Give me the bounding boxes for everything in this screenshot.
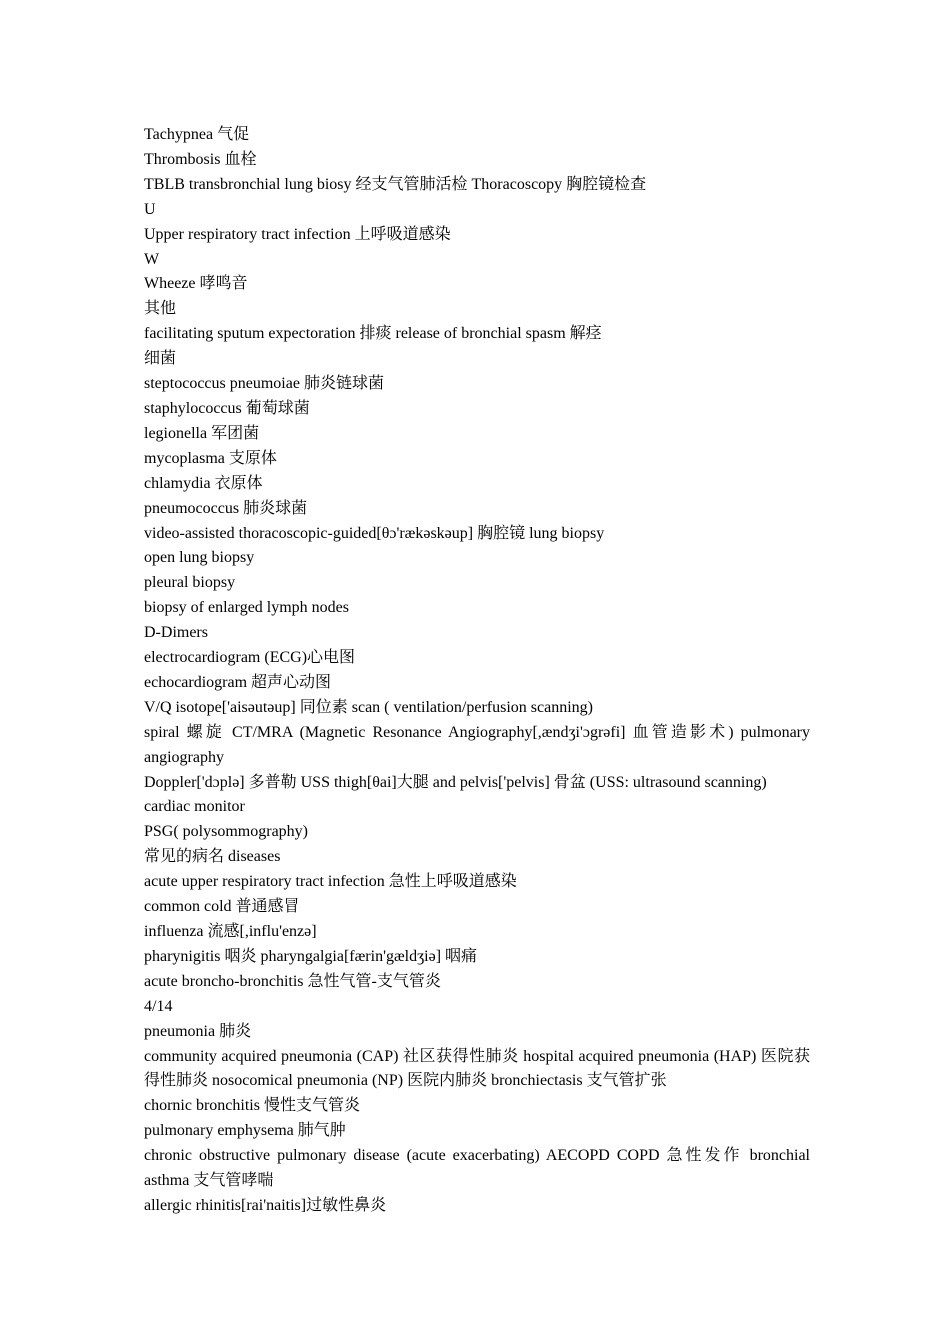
text-line: chornic bronchitis 慢性支气管炎 — [144, 1097, 360, 1115]
text-line: pneumococcus 肺炎球菌 — [144, 499, 308, 517]
text-line: Upper respiratory tract infection 上呼吸道感染 — [144, 225, 451, 243]
text-line: biopsy of enlarged lymph nodes — [144, 599, 350, 617]
text-line: video-assisted thoracoscopic-guided[θɔ'rækəskəup] 胸腔镜 lung biopsy — [144, 524, 605, 542]
text-line: pulmonary emphysema 肺气肿 — [144, 1122, 346, 1140]
text-line: pleural biopsy — [144, 574, 236, 592]
text-line: Doppler['dɔplə] 多普勒 USS thigh[θai]大腿 and pelvis['pelvis] 骨盆 (USS: ultrasound scanning) — [144, 773, 767, 791]
text-line: influenza 流感[,influ'enzə] — [144, 923, 317, 940]
text-line: echocardiogram 超声心动图 — [144, 673, 332, 691]
text-line: cardiac monitor — [144, 798, 245, 816]
text-line: community acquired pneumonia (CAP) 社区获得性肺炎 hospital acquired pneumonia (HAP) 医院获得性肺炎 nosocomical pneumonia (NP) 医院内肺炎 bronchiectasis 支气管扩张 — [144, 1047, 810, 1090]
text-line: Wheeze 哮鸣音 — [144, 275, 248, 293]
text-line: mycoplasma 支原体 — [144, 449, 277, 467]
section-heading: 其他 — [144, 300, 177, 318]
text-line: allergic rhinitis[rai'naitis]过敏性鼻炎 — [144, 1196, 387, 1214]
text-line: Thrombosis 血栓 — [144, 150, 257, 168]
section-letter: W — [144, 250, 160, 268]
section-letter: U — [144, 200, 156, 218]
text-line: pneumonia 肺炎 — [144, 1022, 252, 1040]
text-line: steptococcus pneumoiae 肺炎链球菌 — [144, 375, 384, 393]
text-line: V/Q isotope['aisəutəup] 同位素 scan ( ventilation/perfusion scanning) — [144, 698, 594, 716]
text-line: legionella 军团菌 — [144, 424, 260, 442]
text-line: open lung biopsy — [144, 549, 255, 567]
text-line: D-Dimers — [144, 624, 208, 642]
text-line: acute upper respiratory tract infection 急性上呼吸道感染 — [144, 873, 517, 891]
text-line: spiral 螺旋 CT/MRA (Magnetic Resonance Angiography[,ændʒi'ɔgrəfi] 血管造影术) pulmonary angiography — [144, 723, 810, 766]
text-line: facilitating sputum expectoration 排痰 release of bronchial spasm 解痉 — [144, 325, 602, 343]
text-line: pharynigitis 咽炎 pharyngalgia[færin'gældʒiə] 咽痛 — [144, 947, 478, 965]
section-heading: 常见的病名 diseases — [144, 848, 281, 866]
text-line: staphylococcus 葡萄球菌 — [144, 399, 310, 417]
text-line: acute broncho-bronchitis 急性气管-支气管炎 — [144, 972, 441, 990]
text-line: electrocardiogram (ECG)心电图 — [144, 649, 356, 667]
text-line: common cold 普通感冒 — [144, 898, 300, 916]
text-line: PSG( polysommography) — [144, 823, 308, 841]
text-line: TBLB transbronchial lung biosy 经支气管肺活检 Thoracoscopy 胸腔镜检查 — [144, 175, 647, 193]
section-heading: 细菌 — [144, 350, 177, 368]
text-line: chlamydia 衣原体 — [144, 474, 263, 492]
document-page — [144, 123, 810, 1219]
text-line: chronic obstructive pulmonary disease (acute exacerbating) AECOPD COPD 急性发作 bronchial asthma 支气管哮喘 — [144, 1147, 810, 1190]
page-number: 4/14 — [144, 997, 173, 1015]
text-line: Tachypnea 气促 — [144, 126, 250, 143]
